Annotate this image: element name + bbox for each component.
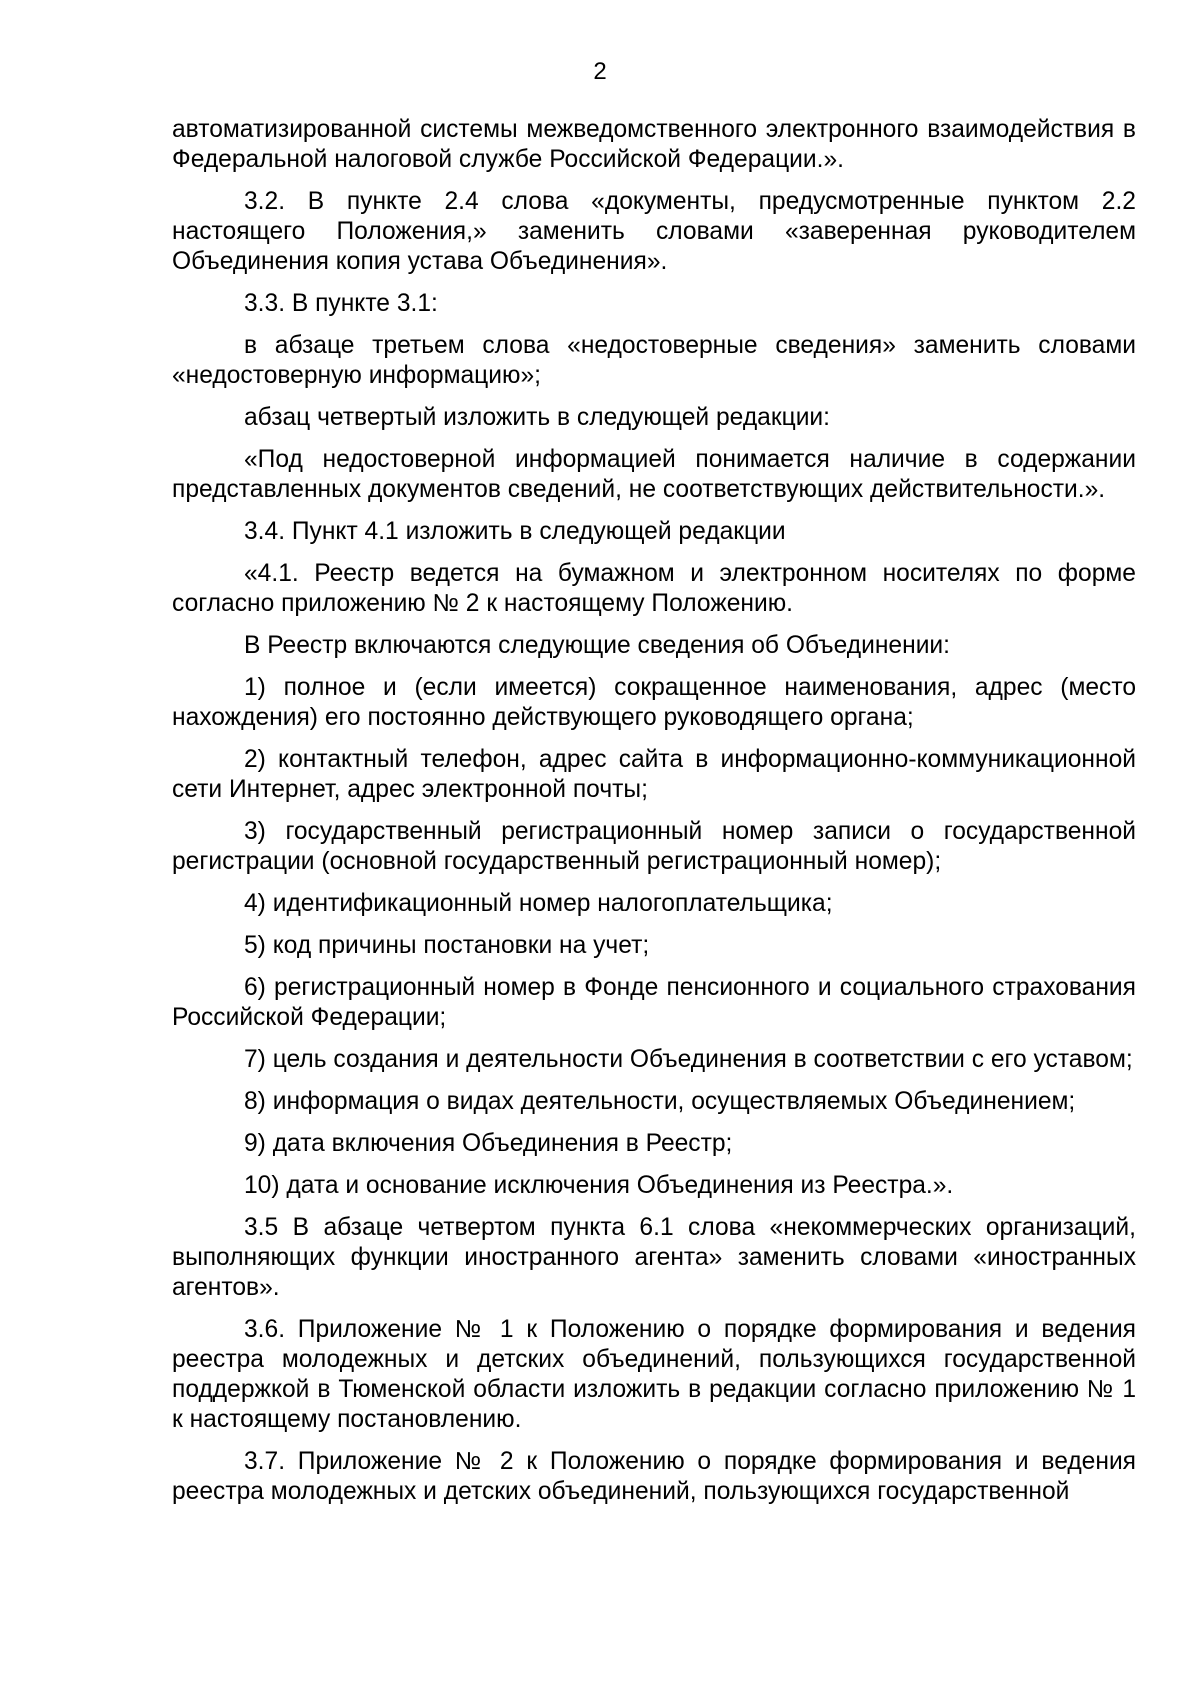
paragraph-4-1: «4.1. Реестр ведется на бумажном и электронном носителях по форме согласно приложению № 2 к настоящему Положению. [172,560,1136,617]
document-body [172,115,1136,1519]
paragraph-quote-definition: «Под недостоверной информацией понимается наличие в содержании представленных документов сведений, не соответствующих действительности.». [172,446,1136,503]
paragraph-continuation: автоматизированной системы межведомственного электронного взаимодействия в Федеральной налоговой службе Российской Федерации.». [172,116,1136,173]
paragraph-3-5: 3.5 В абзаце четвертом пункта 6.1 слова «некоммерческих организаций, выполняющих функции иностранного агента» заменить словами «иностранных агентов». [172,1214,1136,1301]
paragraph-3-3-abzac-4: абзац четвертый изложить в следующей редакции: [244,404,830,431]
list-item-4: 4) идентификационный номер налогоплательщика; [244,890,833,917]
list-item-10: 10) дата и основание исключения Объединения из Реестра.». [244,1172,954,1199]
list-item-8: 8) информация о видах деятельности, осуществляемых Объединением; [244,1088,1076,1115]
paragraph-3-3-abzac-3: в абзаце третьем слова «недостоверные сведения» заменить словами «недостоверную информацию»; [172,332,1136,389]
paragraph-3-4: 3.4. Пункт 4.1 изложить в следующей редакции [244,518,786,545]
list-item-7: 7) цель создания и деятельности Объединения в соответствии с его уставом; [244,1046,1133,1073]
list-item-3: 3) государственный регистрационный номер записи о государственной регистрации (основной государственный регистрационный номер); [172,818,1136,875]
paragraph-3-3: 3.3. В пункте 3.1: [244,290,438,317]
paragraph-3-6: 3.6. Приложение № 1 к Положению о порядке формирования и ведения реестра молодежных и детских объединений, пользующихся государственной поддержкой в Тюменской области изложить в редакции согласно приложению № 1 к настоящему постановлению. [172,1316,1136,1433]
list-item-5: 5) код причины постановки на учет; [244,932,650,959]
list-item-2: 2) контактный телефон, адрес сайта в информационно-коммуникационной сети Интернет, адрес электронной почты; [172,746,1136,803]
paragraph-3-2: 3.2. В пункте 2.4 слова «документы, предусмотренные пунктом 2.2 настоящего Положения,» заменить словами «заверенная руководителем Объединения копия устава Объединения». [172,188,1136,275]
paragraph-registry-intro: В Реестр включаются следующие сведения об Объединении: [244,632,951,659]
page-number: 2 [593,58,607,85]
list-item-6: 6) регистрационный номер в Фонде пенсионного и социального страхования Российской Федерации; [172,974,1136,1031]
list-item-1: 1) полное и (если имеется) сокращенное наименования, адрес (место нахождения) его постоянно действующего руководящего органа; [172,674,1136,731]
list-item-9: 9) дата включения Объединения в Реестр; [244,1130,733,1157]
paragraph-3-7: 3.7. Приложение № 2 к Положению о порядке формирования и ведения реестра молодежных и детских объединений, пользующихся государственной [172,1448,1136,1505]
